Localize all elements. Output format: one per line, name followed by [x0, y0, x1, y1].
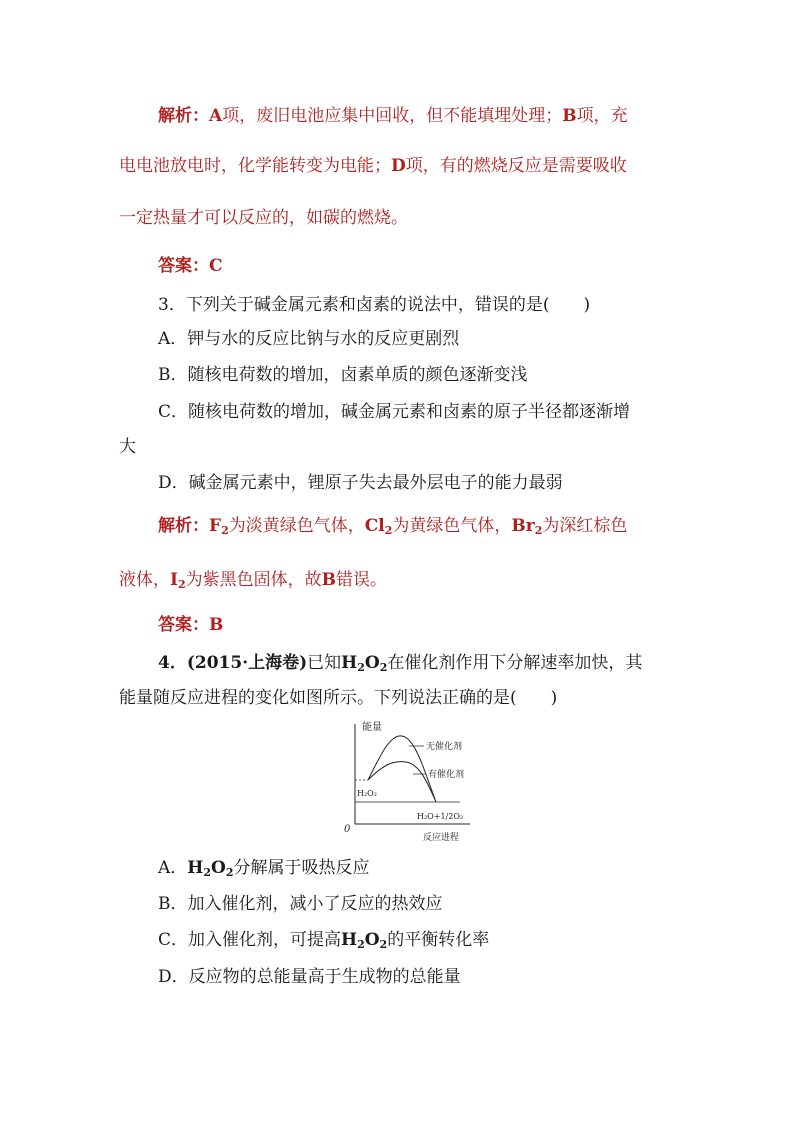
formula: H	[187, 858, 204, 878]
origin-label: 0	[344, 824, 351, 835]
q3-option-d: D．碱金属元素中，锂原子失去最外层电子的能力最弱	[158, 473, 563, 493]
question-number: 4．	[158, 653, 187, 673]
formula: Cl	[364, 516, 385, 536]
q2-analysis-line3: 一定热量才可以反应的，如碳的燃烧。	[119, 208, 408, 228]
subscript: 2	[384, 524, 393, 537]
q2-analysis-line2	[119, 158, 627, 175]
q2-analysis-line1	[158, 108, 628, 125]
q3-option-b: B．随核电荷数的增加，卤素单质的颜色逐渐变浅	[158, 365, 528, 385]
stem-text: 在催化剂作用下分解速率加快，其	[387, 653, 643, 673]
analysis-text: 电电池放电时，化学能转变为电能；	[119, 156, 391, 176]
q3-option-c: C．随核电荷数的增加，碱金属元素和卤素的原子半径都逐渐增	[158, 402, 631, 422]
formula: H	[341, 653, 358, 673]
analysis-text: 为淡黄绿色气体，	[228, 516, 365, 536]
subscript: 2	[379, 938, 388, 951]
option-ref: B	[321, 570, 336, 590]
catalyzed-curve	[368, 762, 436, 802]
q3-option-c-cont: 大	[119, 437, 136, 457]
option-text: 分解属于吸热反应	[233, 858, 370, 878]
y-axis-label: 能量	[362, 722, 382, 733]
formula: O	[364, 653, 380, 673]
analysis-text: 项，废旧电池应集中回收，但不能填埋处理；	[222, 106, 563, 126]
subscript: 2	[221, 524, 229, 537]
answer-label: 答案：	[158, 256, 209, 276]
subscript: 2	[203, 866, 211, 879]
subscript: 2	[357, 938, 365, 951]
q3-analysis-line2	[119, 572, 387, 590]
product-label: H₂O+1/2O₂	[417, 812, 464, 821]
subscript: 2	[177, 578, 186, 591]
option-text: 的平衡转化率	[387, 930, 490, 950]
q3-stem: 3．下列关于碱金属元素和卤素的说法中，错误的是( )	[158, 295, 591, 315]
subscript: 2	[379, 661, 388, 674]
q3-answer	[158, 617, 223, 634]
analysis-text: 项，有的燃烧反应是需要吸收	[405, 156, 627, 176]
curve2-label: 有催化剂	[428, 770, 465, 780]
question-source: (2015·上海卷)	[186, 653, 308, 673]
q4-option-d: D．反应物的总能量高于生成物的总能量	[158, 967, 461, 987]
energy-diagram	[330, 716, 480, 846]
analysis-label: 解析：	[158, 106, 209, 126]
analysis-text: 为黄绿色气体，	[392, 516, 512, 536]
formula: H	[341, 930, 358, 950]
analysis-text: 错误。	[335, 570, 387, 590]
option-text: A．	[158, 858, 188, 878]
q2-answer	[158, 258, 223, 275]
analysis-text: 为紫黑色固体，故	[185, 570, 322, 590]
option-ref: D	[391, 156, 406, 176]
q4-stem-line1	[158, 655, 642, 673]
option-text: C．加入催化剂，可提高	[158, 930, 342, 950]
answer-label: 答案：	[158, 615, 209, 635]
option-ref: B	[562, 106, 577, 126]
x-axis-label: 反应进程	[423, 833, 460, 843]
answer-value: C	[209, 256, 223, 276]
q3-analysis-line1	[158, 518, 627, 536]
curve1-label: 无催化剂	[426, 742, 463, 752]
reactant-label: H₂O₂	[357, 789, 377, 798]
answer-value: B	[209, 615, 224, 635]
option-ref: A	[209, 106, 223, 126]
q4-option-b: B．加入催化剂，减小了反应的热效应	[158, 894, 443, 914]
subscript: 2	[225, 866, 234, 879]
analysis-text: 项，充	[576, 106, 628, 126]
formula: O	[364, 930, 380, 950]
analysis-text: 为深红棕色	[542, 516, 628, 536]
formula: O	[211, 858, 226, 878]
analysis-label: 解析：	[158, 516, 209, 536]
q4-stem-line2: 能量随反应进程的变化如图所示。下列说法正确的是( )	[119, 688, 558, 708]
stem-text: 已知	[307, 653, 342, 673]
q3-option-a: A．钾与水的反应比钠与水的反应更剧烈	[158, 329, 460, 349]
subscript: 2	[357, 661, 365, 674]
formula: I	[170, 570, 178, 590]
formula: Br	[511, 516, 535, 536]
analysis-text: 液体，	[119, 570, 170, 590]
q4-option-a	[158, 860, 369, 878]
formula: F	[209, 516, 222, 536]
q4-option-c	[158, 932, 489, 950]
subscript: 2	[534, 524, 543, 537]
